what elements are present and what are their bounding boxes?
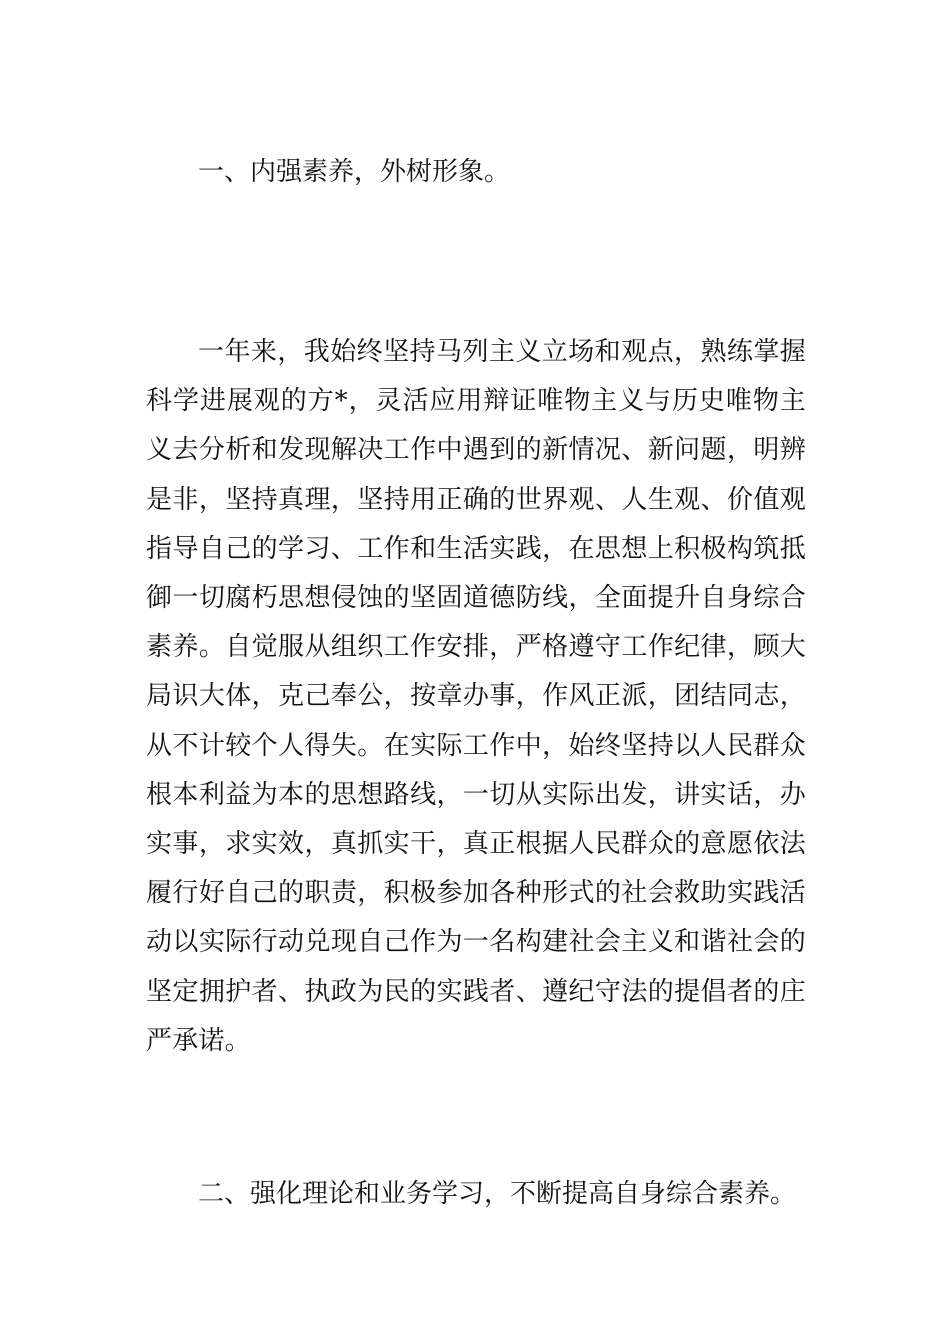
body-paragraph-1: 一年来，我始终坚持马列主义立场和观点，熟练掌握科学进展观的方*，灵活应用辩证唯物主义与历史唯物主义去分析和发现解决工作中遇到的新情况、新问题，明辨是非，坚持真理，坚持用正确的世界观、人生观、价值观指导自己的学习、工作和生活实践，在思想上积极构筑抵御一切腐朽思想侵蚀的坚固道德防线，全面提升自身综合素养。自觉服从组织工作安排，严格遵守工作纪律，顾大局识大体，克己奉公，按章办事，作风正派，团结同志，从不计较个人得失。在实际工作中，始终坚持以人民群众根本利益为本的思想路线，一切从实际出发，讲实话，办实事，求实效，真抓实干，真正根据人民群众的意愿依法履行好自己的职责，积极参加各种形式的社会救助实践活动以实际行动兑现自己作为一名构建社会主义和谐社会的坚定拥护者、执政为民的实践者、遵纪守法的提倡者的庄严承诺。	[146, 337, 806, 1056]
section-heading-1: 一、内强素养，外树形象。	[198, 157, 511, 187]
section-heading-2: 二、强化理论和业务学习，不断提高自身综合素养。	[198, 1179, 797, 1209]
